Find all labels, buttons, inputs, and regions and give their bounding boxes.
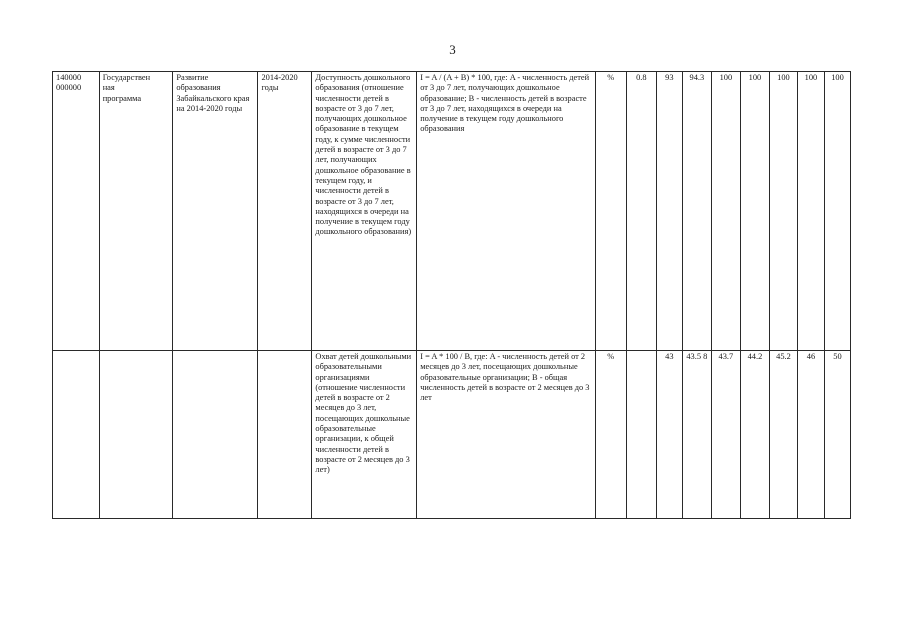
value-cell: 100 xyxy=(824,72,850,351)
value-cell: 50 xyxy=(824,351,850,519)
formula-cell: I = A / (A + B) * 100, где: A - численность детей от 3 до 7 лет, получающих дошкольное образование; B - численность детей в возрасте от 3 до 7 лет, находящихся в очереди на получение в текущем году дошкольного образования xyxy=(417,72,595,351)
program-type-line: Государствен xyxy=(102,73,151,82)
unit-cell: % xyxy=(595,72,626,351)
program-type-cell xyxy=(99,351,173,519)
value-cell: 46 xyxy=(797,351,824,519)
value-cell: 45.2 xyxy=(769,351,797,519)
weight-cell xyxy=(626,351,656,519)
table-row xyxy=(53,72,851,351)
code-cell xyxy=(53,72,100,351)
value-cell: 100 xyxy=(740,72,769,351)
unit-cell: % xyxy=(595,351,626,519)
value-cell: 100 xyxy=(797,72,824,351)
program-type-line: ная xyxy=(102,83,115,93)
program-name-cell: Развитие образования Забайкальского края на 2014-2020 годы xyxy=(173,72,258,351)
code-line: 000000 xyxy=(56,83,82,93)
value-cell: 43 xyxy=(656,351,682,519)
formula-cell: I = A * 100 / B, где: A - численность детей от 2 месяцев до 3 лет, посещающих дошкольные образовательные организации; B - общая численность детей в возрасте от 2 месяцев до 3 лет xyxy=(417,351,595,519)
indicator-cell: Доступность дошкольного образования (отношение численности детей в возрасте от 3 до 7 лет, получающих дошкольное образование в текущем году, к сумме численности детей в возрасте от 3 до 7 лет, получающих дошкольное образование в текущем году, и численности детей в возрасте от 3 до 7 лет, находящихся в очереди на получение в текущем году дошкольного образования) xyxy=(312,72,417,351)
page-number: 3 xyxy=(449,42,456,57)
value-cell: 43.7 xyxy=(711,351,740,519)
weight-cell: 0.8 xyxy=(626,72,656,351)
value-cell: 100 xyxy=(769,72,797,351)
program-type-cell xyxy=(99,72,173,351)
value-cell: 44.2 xyxy=(740,351,769,519)
period-cell: 2014-2020 годы xyxy=(258,72,312,351)
indicators-table xyxy=(52,71,851,519)
value-cell: 94.3 xyxy=(682,72,711,351)
value-cell: 93 xyxy=(656,72,682,351)
period-cell xyxy=(258,351,312,519)
indicator-cell: Охват детей дошкольными образовательными организациями (отношение численности детей в возрасте от 2 месяцев до 3 лет, посещающих дошкольные образовательные организации, к общей численности детей в возрасте от 2 месяцев до 3 лет) xyxy=(312,351,417,519)
table-row xyxy=(53,351,851,519)
program-type-line: программа xyxy=(102,93,142,103)
program-name-cell xyxy=(173,351,258,519)
code-line: 140000 xyxy=(56,73,82,82)
code-cell xyxy=(53,351,100,519)
value-cell: 43.5 8 xyxy=(682,351,711,519)
value-cell: 100 xyxy=(711,72,740,351)
